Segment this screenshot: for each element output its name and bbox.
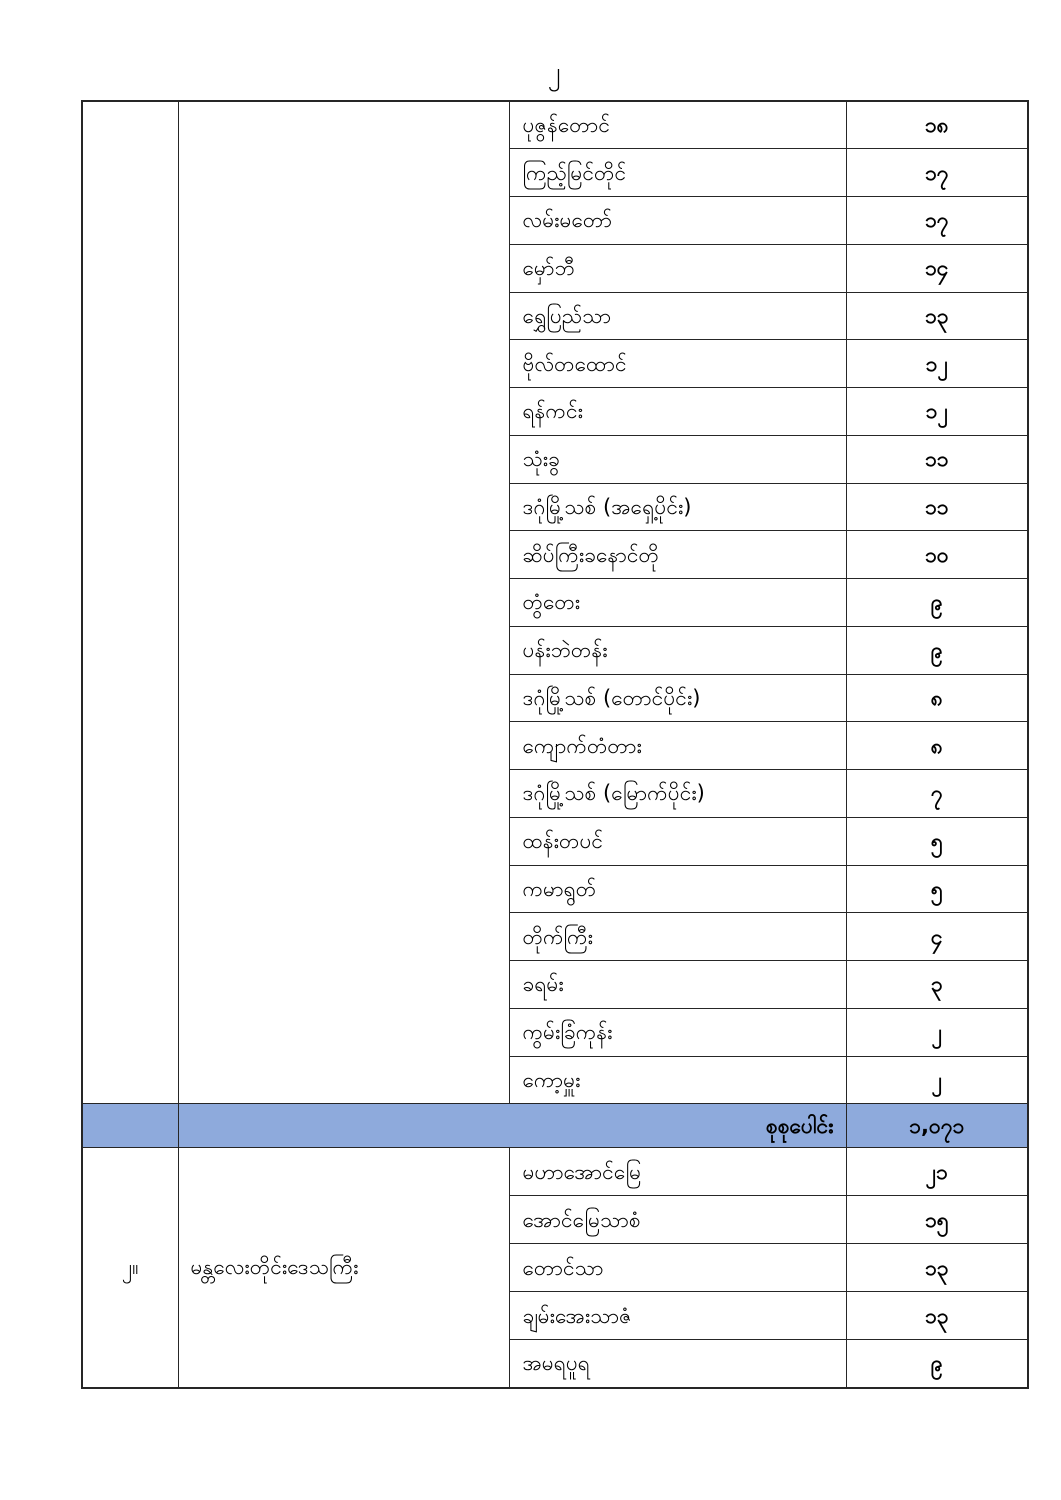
total-label-cell: စုစုပေါင်း (178, 1104, 846, 1148)
count-cell: ၂ (846, 1056, 1028, 1104)
serial-cell (82, 101, 178, 1104)
township-cell: ကျောက်တံတား (509, 722, 846, 770)
township-cell: ဗိုလ်တထောင် (509, 340, 846, 388)
count-cell: ၁၈ (846, 101, 1028, 149)
township-cell: ပန်းဘဲတန်း (509, 626, 846, 674)
township-cell: ဒဂုံမြို့သစ် (တောင်ပိုင်း) (509, 674, 846, 722)
count-cell: ၂၁ (846, 1148, 1028, 1196)
count-cell: ၁၁ (846, 483, 1028, 531)
region-cell (178, 101, 509, 1104)
count-cell: ၈ (846, 674, 1028, 722)
township-cell: ကော့မှူး (509, 1056, 846, 1104)
township-cell: လမ်းမတော် (509, 197, 846, 245)
page-number: ၂ (547, 57, 561, 87)
township-cell: ထန်းတပင် (509, 817, 846, 865)
count-cell: ၁၃ (846, 1292, 1028, 1340)
township-cell: တိုက်ကြီး (509, 913, 846, 961)
count-cell: ၁၃ (846, 1244, 1028, 1292)
township-cell: ဒဂုံမြို့သစ် (အရှေ့ပိုင်း) (509, 483, 846, 531)
count-cell: ၉ (846, 626, 1028, 674)
township-count-table (81, 100, 1029, 1389)
township-cell: ကမာရွတ် (509, 865, 846, 913)
count-cell: ၇ (846, 770, 1028, 818)
township-cell: သုံးခွ (509, 435, 846, 483)
township-cell: အမရပူရ (509, 1340, 846, 1388)
count-cell: ၁၇ (846, 197, 1028, 245)
township-cell: ကွမ်းခြံကုန်း (509, 1008, 846, 1056)
township-cell: ဆိပ်ကြီးခနောင်တို (509, 531, 846, 579)
table-row (82, 1148, 1028, 1196)
township-cell: ဒဂုံမြို့သစ် (မြောက်ပိုင်း) (509, 770, 846, 818)
table-row (82, 101, 1028, 149)
count-cell: ၉ (846, 579, 1028, 627)
total-row (82, 1104, 1028, 1148)
township-cell: အောင်မြေသာစံ (509, 1196, 846, 1244)
township-cell: တောင်သာ (509, 1244, 846, 1292)
township-cell: ကြည့်မြင်တိုင် (509, 149, 846, 197)
total-spacer-cell (82, 1104, 178, 1148)
township-cell: ပုဇွန်တောင် (509, 101, 846, 149)
count-cell: ၉ (846, 1340, 1028, 1388)
township-cell: မှော်ဘီ (509, 244, 846, 292)
count-cell: ၁၂ (846, 340, 1028, 388)
total-value-cell: ၁,၀၇၁ (846, 1104, 1028, 1148)
count-cell: ၃ (846, 961, 1028, 1009)
township-cell: ရွှေပြည်သာ (509, 292, 846, 340)
count-cell: ၁၁ (846, 435, 1028, 483)
township-cell: ချမ်းအေးသာဇံ (509, 1292, 846, 1340)
serial-cell: ၂။ (82, 1148, 178, 1388)
count-cell: ၈ (846, 722, 1028, 770)
region-cell: မန္တလေးတိုင်းဒေသကြီး (178, 1148, 509, 1388)
township-cell: မဟာအောင်မြေ (509, 1148, 846, 1196)
count-cell: ၁၇ (846, 149, 1028, 197)
count-cell: ၄ (846, 913, 1028, 961)
count-cell: ၂ (846, 1008, 1028, 1056)
township-cell: ရန်ကင်း (509, 388, 846, 436)
count-cell: ၁၀ (846, 531, 1028, 579)
count-cell: ၁၅ (846, 1196, 1028, 1244)
township-cell: ခရမ်း (509, 961, 846, 1009)
count-cell: ၁၂ (846, 388, 1028, 436)
count-cell: ၅ (846, 865, 1028, 913)
count-cell: ၁၄ (846, 244, 1028, 292)
count-cell: ၅ (846, 817, 1028, 865)
count-cell: ၁၃ (846, 292, 1028, 340)
township-cell: တွံတေး (509, 579, 846, 627)
